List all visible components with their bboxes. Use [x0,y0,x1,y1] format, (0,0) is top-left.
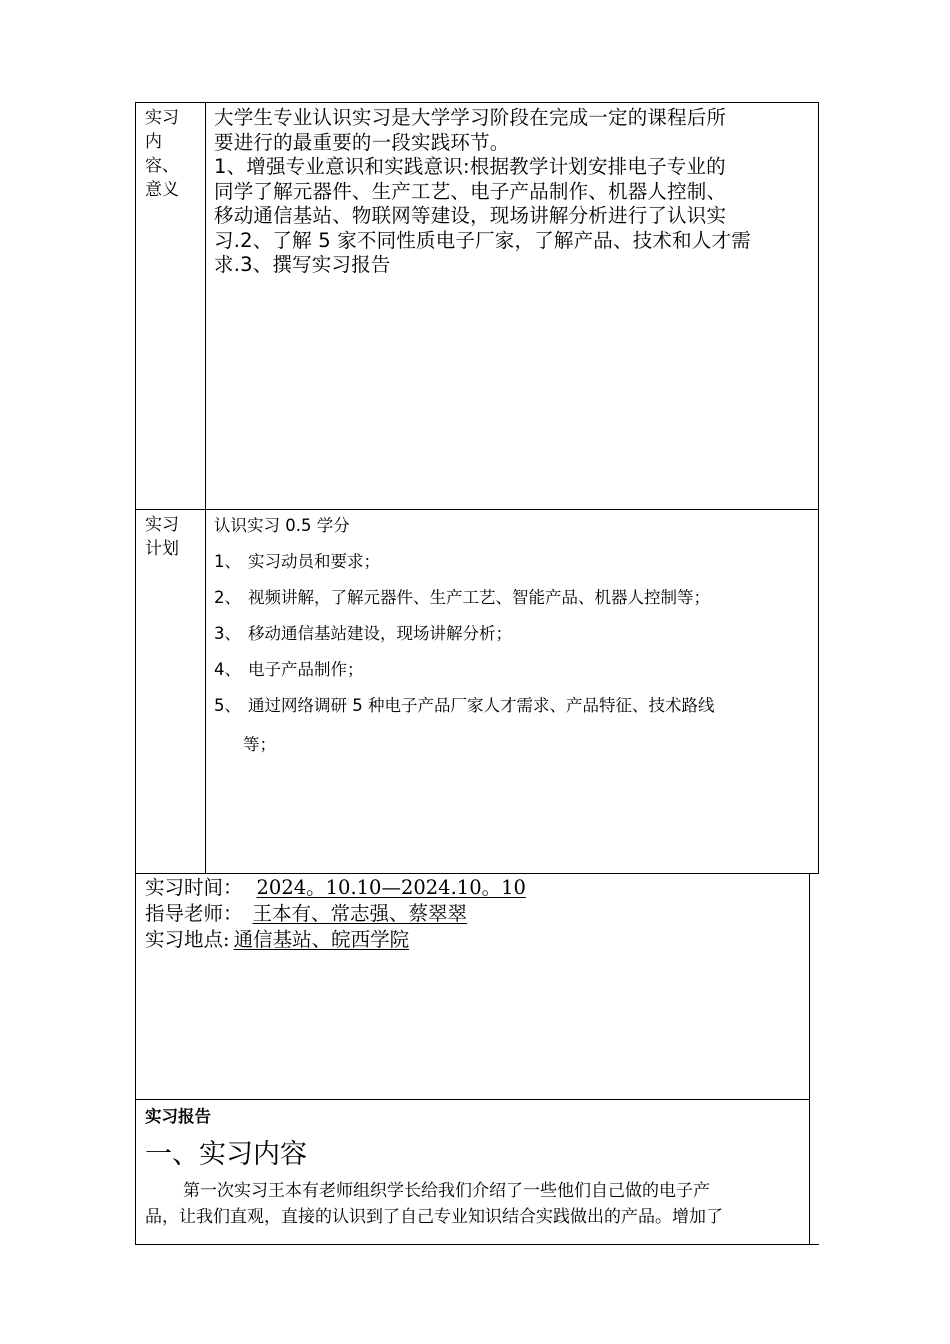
plan-item-number: 2、 [214,588,241,607]
plan-item-number: 1、 [214,552,241,571]
plan-item-number: 4、 [214,660,241,679]
content-description [214,106,751,278]
place-label: 实习地点: [145,928,230,951]
report-title: 实习报告 [145,1107,211,1126]
time-label: 实习时间： [145,876,243,899]
content-line: 要进行的最重要的一段实践环节。 [214,130,510,154]
content-line: 大学生专业认识实习是大学学习阶段在完成一定的课程后所 [214,106,727,129]
info-time [145,875,526,901]
table-top-border [135,102,819,103]
plan-item-text: 电子产品制作； [248,660,364,679]
content-label-line: 内 [145,132,162,152]
plan-item-5-continuation: 等； [243,735,276,754]
content-line: 同学了解元器件、生产工艺、电子产品制作、机器人控制、 [214,179,727,203]
plan-credit: 认识实习 0.5 学分 [214,516,350,535]
time-value: 2024。10.10—2024.10。10 [256,876,526,899]
teacher-label: 指导老师： [145,902,243,925]
place-value: 通信基站、皖西学院 [233,928,410,951]
content-label-line: 意义 [145,180,179,200]
plan-item-text: 移动通信基站建设，现场讲解分析； [248,624,512,643]
teacher-value: 王本有、常志强、蔡翠翠 [252,902,468,925]
table-left-border [135,102,136,1245]
info-place [145,927,477,953]
content-label-line: 实习 [145,108,179,128]
row-divider-plan-info [135,873,819,874]
content-row-label [145,106,179,202]
plan-item-3 [214,620,512,644]
row-divider-content-plan [135,509,819,510]
report-section-heading: 一、实习内容 [145,1139,307,1170]
plan-item-text: 实习动员和要求； [248,552,380,571]
row-divider-info-report [135,1099,810,1100]
content-line: 移动通信基站、物联网等建设，现场讲解分析进行了认识实 [214,204,727,227]
report-paragraph-line-1: 第一次实习王本有老师组织学长给我们介绍了一些他们自己做的电子产 [183,1181,710,1201]
report-paragraph-line-2: 品，让我们直观，直接的认识到了自己专业知识结合实践做出的产品。增加了 [145,1207,723,1227]
plan-item-4 [214,656,364,680]
table-right-border-lower [809,873,810,1245]
plan-item-1 [214,548,380,572]
table-right-border-upper [818,102,819,874]
plan-item-number: 3、 [214,624,241,643]
plan-item-5 [214,692,715,716]
plan-label-line: 计划 [145,539,179,559]
plan-item-text: 通过网络调研 5 种电子产品厂家人才需求、产品特征、技术路线 [248,696,715,715]
content-line: 求.3、撰写实习报告 [214,253,391,276]
content-label-line: 容、 [145,156,179,176]
info-teacher [145,901,512,927]
content-line: 1、增强专业意识和实践意识:根据教学计划安排电子专业的 [214,155,726,178]
label-column-divider [205,102,206,874]
content-line: 习.2、了解 5 家不同性质电子厂家，了解产品、技术和人才需 [214,228,751,252]
plan-label-line: 实习 [145,515,179,535]
plan-item-number: 5、 [214,696,241,715]
plan-row-label [145,513,179,561]
plan-item-2 [214,584,710,608]
table-bottom-border [135,1244,819,1245]
plan-item-text: 视频讲解，了解元器件、生产工艺、智能产品、机器人控制等； [248,588,710,607]
